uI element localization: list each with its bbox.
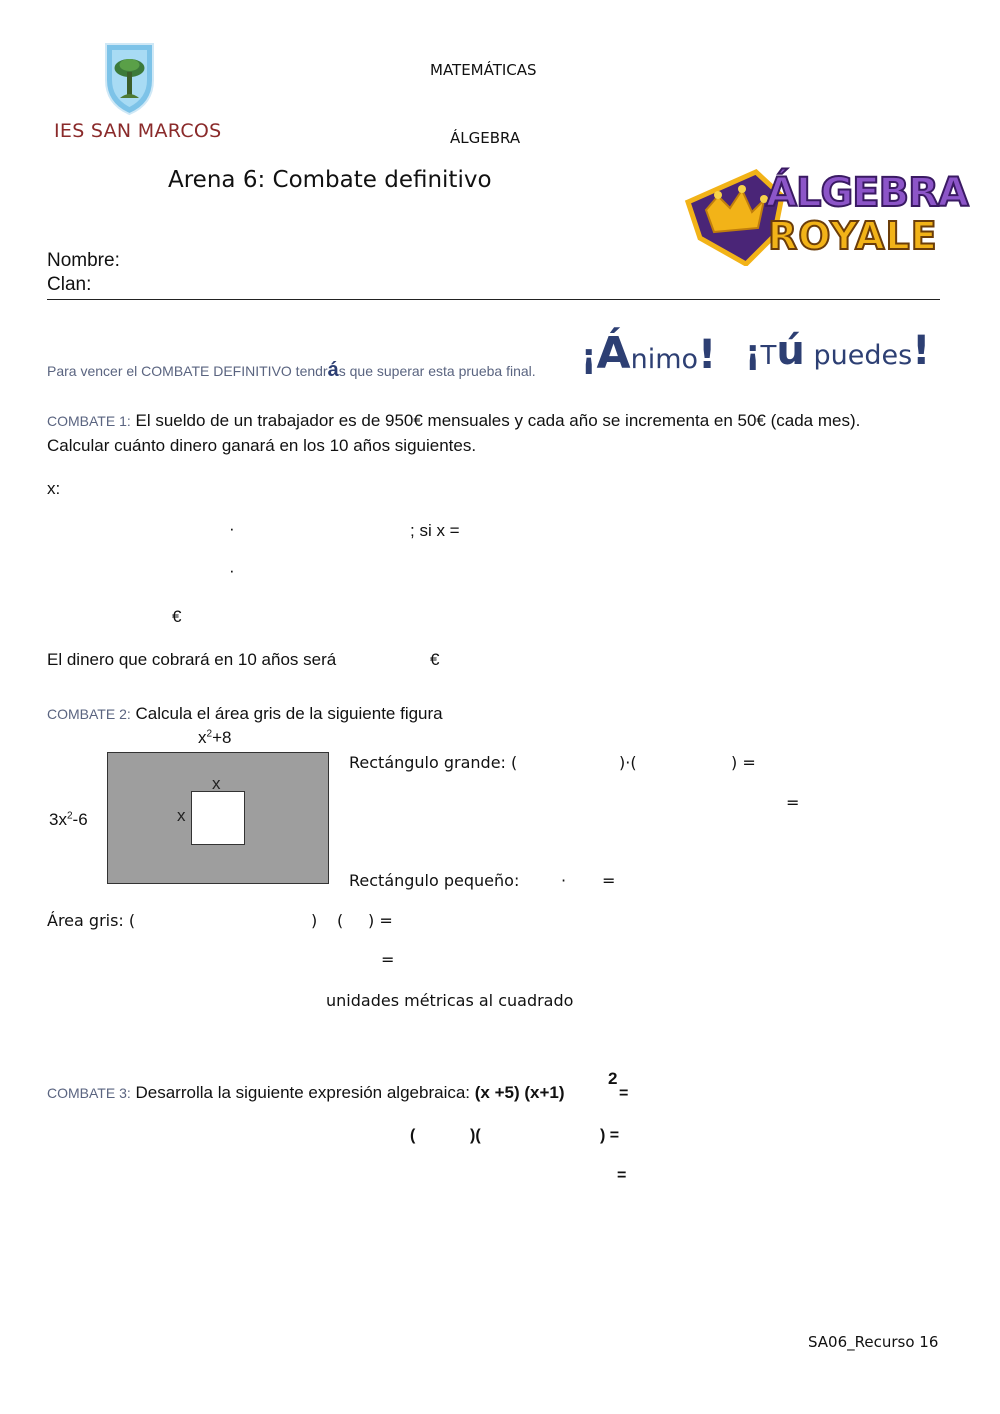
area-input[interactable] <box>145 910 305 932</box>
figure-top-label <box>198 728 231 748</box>
combate2-label: COMBATE 2: <box>47 706 131 722</box>
cheer2-close: ! <box>912 328 931 374</box>
subject-heading: MATEMÁTICAS <box>430 61 537 79</box>
side-label-exp: 2 <box>66 810 73 822</box>
inner-side-label: x <box>177 806 186 825</box>
big-rect-end: ) = <box>731 753 756 772</box>
big-rect-mid: )·( <box>619 753 637 772</box>
big-rect-factor1-input[interactable] <box>525 752 617 774</box>
combate2-text: Calcula el área gris de la siguiente figura <box>135 704 443 723</box>
combate1-dot1: · <box>229 519 235 538</box>
intro-accent: á <box>327 359 339 381</box>
topic-heading: ÁLGEBRA <box>450 129 521 147</box>
big-rect-formula <box>349 753 517 772</box>
big-rect-label: Rectángulo grande: ( <box>349 753 518 772</box>
school-logo <box>50 38 222 148</box>
area-label: Área gris: ( <box>47 911 136 930</box>
combate3-exponent: 2 <box>608 1069 618 1088</box>
intro-text-b: s que superar esta prueba final. <box>338 363 536 379</box>
combate3-step-close: ) = <box>600 1127 620 1144</box>
combate3-expression: (x +5) (x+1) <box>474 1083 565 1102</box>
figure-side-label <box>49 810 88 830</box>
cheer1-close: ! <box>698 332 717 378</box>
area-units: unidades métricas al cuadrado <box>326 991 574 1010</box>
area-eq2: = <box>381 950 395 969</box>
area-p2: ( <box>337 911 344 930</box>
cheer2-big: ú <box>776 328 805 374</box>
small-rect-dot: · <box>561 871 567 890</box>
combate1-result-input[interactable] <box>365 648 427 670</box>
combate3-label: COMBATE 3: <box>47 1085 131 1101</box>
name-field[interactable] <box>130 250 630 272</box>
header-divider <box>47 299 940 300</box>
combate1-dot2: · <box>229 561 235 580</box>
combate3-step-open: ( <box>410 1127 416 1144</box>
combate1-question <box>47 411 860 431</box>
small-rect-eq: = <box>602 871 616 890</box>
combate1-result-text: El dinero que cobrará en 10 años será <box>47 650 337 669</box>
combate3-step-eq2: = <box>617 1167 627 1184</box>
small-white-square <box>191 791 245 845</box>
top-label-exp: 2 <box>206 728 213 740</box>
small-rect-label: Rectángulo pequeño: <box>349 871 520 890</box>
side-label-rest: -6 <box>72 810 88 829</box>
cheer2-rest: puedes <box>804 340 913 371</box>
combate3-step-mid: )( <box>470 1127 481 1144</box>
name-label: Nombre: <box>47 250 120 271</box>
combate3-eq: = <box>619 1085 629 1102</box>
cheer1-rest: nimo <box>630 344 699 375</box>
combate1-euro1: € <box>172 607 182 626</box>
area-p1: ) <box>311 911 318 930</box>
big-rect-factor2-input[interactable] <box>640 752 728 774</box>
cheer2-small: T <box>760 341 777 371</box>
page-title: Arena 6: Combate definitivo <box>168 167 492 193</box>
top-label-base: x <box>198 728 207 747</box>
combate1-x-input[interactable] <box>70 478 570 500</box>
combate1-line2: Calcular cuánto dinero ganará en los 10 años siguientes. <box>47 436 477 455</box>
top-label-rest: +8 <box>212 728 232 747</box>
cheer1-open: ¡ <box>581 337 597 377</box>
brand-line1: ÁLGEBRA <box>766 170 968 216</box>
big-rect-eq2: = <box>786 793 800 812</box>
inner-top-label: x <box>212 774 221 793</box>
combate1-line1: El sueldo de un trabajador es de 950€ mensuales y cada año se incrementa en 50€ (cada mes). <box>135 411 861 430</box>
combate3-text: Desarrolla la siguiente expresión algebraica: <box>135 1083 471 1102</box>
cheer2-open: ¡ <box>745 333 761 373</box>
clan-label: Clan: <box>47 274 92 295</box>
school-name: IES SAN MARCOS <box>54 120 222 142</box>
footer-code: SA06_Recurso 16 <box>808 1333 939 1351</box>
combate1-euro2: € <box>430 650 440 669</box>
side-label-base: 3x <box>49 810 67 829</box>
brand-line2: ROYALE <box>768 214 938 258</box>
algebra-royale-logo <box>684 166 968 266</box>
cheer1-big: Á <box>596 328 631 379</box>
intro-text <box>47 359 536 382</box>
intro-text-a: Para vencer el COMBATE DEFINITIVO tendr <box>47 363 328 379</box>
clan-field[interactable] <box>105 274 605 296</box>
combate3-question <box>47 1083 565 1103</box>
cheer-tu-puedes <box>745 328 930 374</box>
combate1-label: COMBATE 1: <box>47 413 131 429</box>
combate1-si-x: ; si x = <box>410 521 460 540</box>
combate1-x-label: x: <box>47 479 61 498</box>
shield-tree-icon <box>50 38 215 118</box>
cheer-animo <box>581 328 716 379</box>
area-p3: ) = <box>368 911 393 930</box>
combate2-question <box>47 704 443 724</box>
